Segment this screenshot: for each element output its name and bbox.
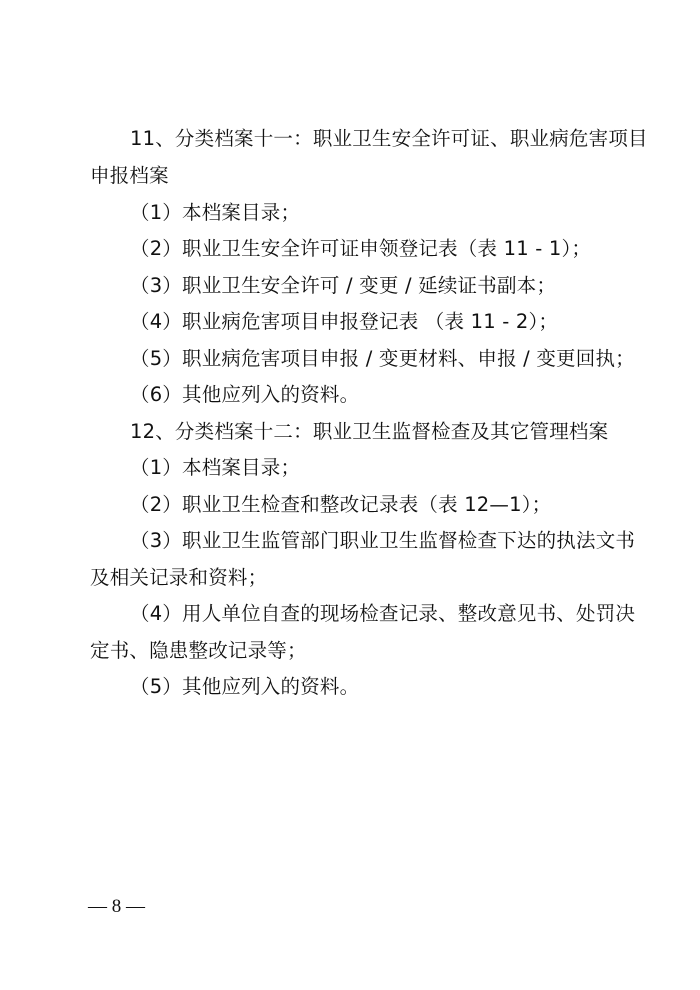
list-item: （4）用人单位自查的现场检查记录、整改意见书、处罚决 xyxy=(130,602,636,625)
list-item: （1）本档案目录； xyxy=(130,456,301,479)
paragraph-line: 及相关记录和资料； xyxy=(90,566,268,589)
list-item: （6）其他应列入的资料。 xyxy=(130,383,360,406)
list-item: （2）职业卫生安全许可证申领登记表（表 11 - 1）； xyxy=(130,237,592,260)
list-item: （5）职业病危害项目申报 / 变更材料、申报 / 变更回执； xyxy=(130,347,635,370)
list-item: （3）职业卫生监管部门职业卫生监督检查下达的执法文书 xyxy=(130,529,636,552)
section-heading-11: 11、分类档案十一：职业卫生安全许可证、职业病危害项目 xyxy=(130,127,648,150)
list-item: （3）职业卫生安全许可 / 变更 / 延续证书副本； xyxy=(130,274,557,297)
list-item: （5）其他应列入的资料。 xyxy=(130,675,360,698)
paragraph-line: 定书、隐患整改记录等； xyxy=(90,639,307,662)
list-item: （2）职业卫生检查和整改记录表（表 12—1）； xyxy=(130,493,552,516)
list-item: （1）本档案目录； xyxy=(130,201,301,224)
list-item: （4）职业病危害项目申报登记表 （表 11 - 2）； xyxy=(130,310,559,333)
section-heading-12: 12、分类档案十二：职业卫生监督检查及其它管理档案 xyxy=(130,420,609,443)
page-number: — 8 — xyxy=(88,896,145,917)
paragraph-line: 申报档案 xyxy=(90,164,169,187)
